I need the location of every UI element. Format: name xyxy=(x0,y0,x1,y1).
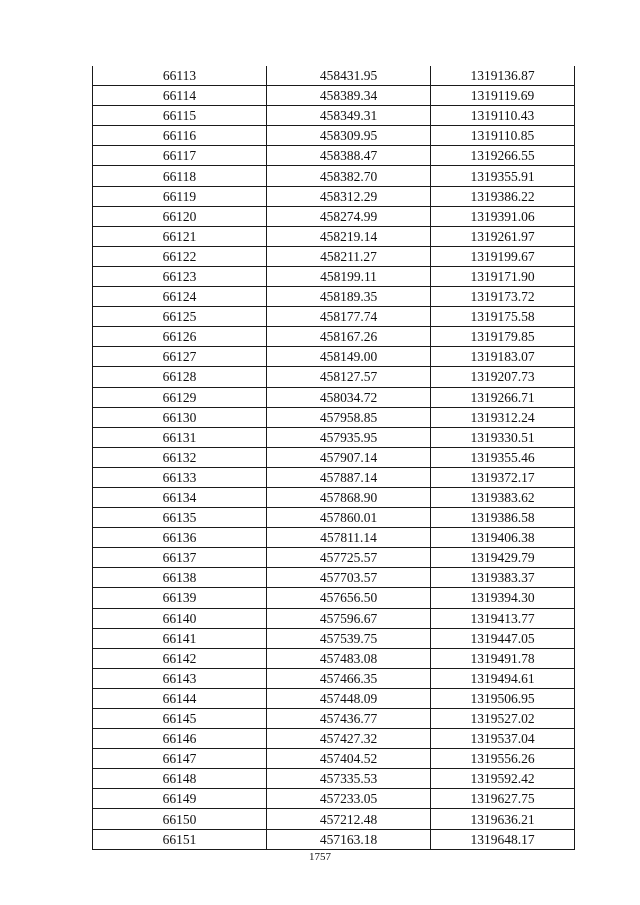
point-id-cell: 66145 xyxy=(93,709,267,729)
x-coordinate-cell: 458431.95 xyxy=(267,66,431,86)
point-id-cell: 66126 xyxy=(93,327,267,347)
x-coordinate-cell: 458199.11 xyxy=(267,266,431,286)
x-coordinate-cell: 458349.31 xyxy=(267,106,431,126)
point-id-cell: 66137 xyxy=(93,548,267,568)
y-coordinate-cell: 1319429.79 xyxy=(431,548,575,568)
x-coordinate-cell: 458382.70 xyxy=(267,166,431,186)
point-id-cell: 66138 xyxy=(93,568,267,588)
point-id-cell: 66117 xyxy=(93,146,267,166)
x-coordinate-cell: 458388.47 xyxy=(267,146,431,166)
x-coordinate-cell: 457163.18 xyxy=(267,829,431,849)
point-id-cell: 66122 xyxy=(93,246,267,266)
table-row xyxy=(93,789,575,809)
table-row xyxy=(93,688,575,708)
y-coordinate-cell: 1319636.21 xyxy=(431,809,575,829)
y-coordinate-cell: 1319199.67 xyxy=(431,246,575,266)
y-coordinate-cell: 1319386.58 xyxy=(431,508,575,528)
point-id-cell: 66140 xyxy=(93,608,267,628)
point-id-cell: 66143 xyxy=(93,668,267,688)
point-id-cell: 66151 xyxy=(93,829,267,849)
table-row xyxy=(93,648,575,668)
x-coordinate-cell: 458312.29 xyxy=(267,186,431,206)
x-coordinate-cell: 457868.90 xyxy=(267,487,431,507)
point-id-cell: 66144 xyxy=(93,688,267,708)
table-row xyxy=(93,548,575,568)
x-coordinate-cell: 457596.67 xyxy=(267,608,431,628)
point-id-cell: 66119 xyxy=(93,186,267,206)
y-coordinate-cell: 1319648.17 xyxy=(431,829,575,849)
table-row xyxy=(93,327,575,347)
table-row xyxy=(93,206,575,226)
x-coordinate-cell: 457703.57 xyxy=(267,568,431,588)
y-coordinate-cell: 1319136.87 xyxy=(431,66,575,86)
y-coordinate-cell: 1319527.02 xyxy=(431,709,575,729)
point-id-cell: 66129 xyxy=(93,387,267,407)
y-coordinate-cell: 1319556.26 xyxy=(431,749,575,769)
y-coordinate-cell: 1319394.30 xyxy=(431,588,575,608)
point-id-cell: 66113 xyxy=(93,66,267,86)
point-id-cell: 66121 xyxy=(93,226,267,246)
x-coordinate-cell: 458309.95 xyxy=(267,126,431,146)
point-id-cell: 66118 xyxy=(93,166,267,186)
table-row xyxy=(93,447,575,467)
y-coordinate-cell: 1319413.77 xyxy=(431,608,575,628)
x-coordinate-cell: 457539.75 xyxy=(267,628,431,648)
x-coordinate-cell: 458034.72 xyxy=(267,387,431,407)
point-id-cell: 66142 xyxy=(93,648,267,668)
y-coordinate-cell: 1319537.04 xyxy=(431,729,575,749)
y-coordinate-cell: 1319330.51 xyxy=(431,427,575,447)
point-id-cell: 66124 xyxy=(93,287,267,307)
table-row xyxy=(93,608,575,628)
x-coordinate-cell: 457233.05 xyxy=(267,789,431,809)
x-coordinate-cell: 457958.85 xyxy=(267,407,431,427)
y-coordinate-cell: 1319627.75 xyxy=(431,789,575,809)
table-row xyxy=(93,588,575,608)
point-id-cell: 66135 xyxy=(93,508,267,528)
y-coordinate-cell: 1319386.22 xyxy=(431,186,575,206)
table-row xyxy=(93,66,575,86)
y-coordinate-cell: 1319406.38 xyxy=(431,528,575,548)
y-coordinate-cell: 1319110.43 xyxy=(431,106,575,126)
y-coordinate-cell: 1319592.42 xyxy=(431,769,575,789)
y-coordinate-cell: 1319266.71 xyxy=(431,387,575,407)
table-row xyxy=(93,266,575,286)
table-row xyxy=(93,729,575,749)
y-coordinate-cell: 1319383.37 xyxy=(431,568,575,588)
coordinate-table xyxy=(92,66,575,850)
point-id-cell: 66125 xyxy=(93,307,267,327)
table-row xyxy=(93,749,575,769)
point-id-cell: 66133 xyxy=(93,467,267,487)
table-row xyxy=(93,487,575,507)
table-row xyxy=(93,166,575,186)
table-row xyxy=(93,467,575,487)
y-coordinate-cell: 1319355.91 xyxy=(431,166,575,186)
x-coordinate-cell: 458167.26 xyxy=(267,327,431,347)
x-coordinate-cell: 457725.57 xyxy=(267,548,431,568)
x-coordinate-cell: 458149.00 xyxy=(267,347,431,367)
table-row xyxy=(93,407,575,427)
point-id-cell: 66150 xyxy=(93,809,267,829)
table-row xyxy=(93,709,575,729)
x-coordinate-cell: 457811.14 xyxy=(267,528,431,548)
x-coordinate-cell: 457427.32 xyxy=(267,729,431,749)
y-coordinate-cell: 1319261.97 xyxy=(431,226,575,246)
table-row xyxy=(93,307,575,327)
table-row xyxy=(93,246,575,266)
x-coordinate-cell: 457656.50 xyxy=(267,588,431,608)
x-coordinate-cell: 457212.48 xyxy=(267,809,431,829)
point-id-cell: 66123 xyxy=(93,266,267,286)
x-coordinate-cell: 458189.35 xyxy=(267,287,431,307)
x-coordinate-cell: 458127.57 xyxy=(267,367,431,387)
point-id-cell: 66148 xyxy=(93,769,267,789)
table-row xyxy=(93,106,575,126)
table-row xyxy=(93,387,575,407)
table-row xyxy=(93,287,575,307)
x-coordinate-cell: 458274.99 xyxy=(267,206,431,226)
y-coordinate-cell: 1319506.95 xyxy=(431,688,575,708)
table-row xyxy=(93,427,575,447)
table-row xyxy=(93,146,575,166)
table-row xyxy=(93,347,575,367)
y-coordinate-cell: 1319171.90 xyxy=(431,266,575,286)
coordinate-table-body xyxy=(93,66,575,849)
y-coordinate-cell: 1319494.61 xyxy=(431,668,575,688)
table-row xyxy=(93,86,575,106)
table-row xyxy=(93,668,575,688)
table-row xyxy=(93,628,575,648)
table-row xyxy=(93,126,575,146)
table-row xyxy=(93,769,575,789)
x-coordinate-cell: 458389.34 xyxy=(267,86,431,106)
x-coordinate-cell: 458219.14 xyxy=(267,226,431,246)
page-number: 1757 xyxy=(309,851,331,863)
table-row xyxy=(93,226,575,246)
x-coordinate-cell: 457483.08 xyxy=(267,648,431,668)
y-coordinate-cell: 1319266.55 xyxy=(431,146,575,166)
point-id-cell: 66146 xyxy=(93,729,267,749)
point-id-cell: 66120 xyxy=(93,206,267,226)
y-coordinate-cell: 1319183.07 xyxy=(431,347,575,367)
x-coordinate-cell: 457860.01 xyxy=(267,508,431,528)
x-coordinate-cell: 457448.09 xyxy=(267,688,431,708)
point-id-cell: 66127 xyxy=(93,347,267,367)
point-id-cell: 66131 xyxy=(93,427,267,447)
y-coordinate-cell: 1319119.69 xyxy=(431,86,575,106)
point-id-cell: 66136 xyxy=(93,528,267,548)
x-coordinate-cell: 457466.35 xyxy=(267,668,431,688)
point-id-cell: 66128 xyxy=(93,367,267,387)
y-coordinate-cell: 1319179.85 xyxy=(431,327,575,347)
x-coordinate-cell: 458211.27 xyxy=(267,246,431,266)
x-coordinate-cell: 457335.53 xyxy=(267,769,431,789)
table-row xyxy=(93,367,575,387)
table-row xyxy=(93,528,575,548)
x-coordinate-cell: 457887.14 xyxy=(267,467,431,487)
point-id-cell: 66132 xyxy=(93,447,267,467)
y-coordinate-cell: 1319372.17 xyxy=(431,467,575,487)
point-id-cell: 66141 xyxy=(93,628,267,648)
point-id-cell: 66147 xyxy=(93,749,267,769)
x-coordinate-cell: 457436.77 xyxy=(267,709,431,729)
point-id-cell: 66130 xyxy=(93,407,267,427)
y-coordinate-cell: 1319110.85 xyxy=(431,126,575,146)
y-coordinate-cell: 1319173.72 xyxy=(431,287,575,307)
table-row xyxy=(93,829,575,849)
y-coordinate-cell: 1319447.05 xyxy=(431,628,575,648)
y-coordinate-cell: 1319383.62 xyxy=(431,487,575,507)
point-id-cell: 66115 xyxy=(93,106,267,126)
table-row xyxy=(93,809,575,829)
y-coordinate-cell: 1319312.24 xyxy=(431,407,575,427)
y-coordinate-cell: 1319355.46 xyxy=(431,447,575,467)
x-coordinate-cell: 457404.52 xyxy=(267,749,431,769)
point-id-cell: 66114 xyxy=(93,86,267,106)
point-id-cell: 66149 xyxy=(93,789,267,809)
table-row xyxy=(93,186,575,206)
point-id-cell: 66134 xyxy=(93,487,267,507)
x-coordinate-cell: 457935.95 xyxy=(267,427,431,447)
table-row xyxy=(93,568,575,588)
y-coordinate-cell: 1319207.73 xyxy=(431,367,575,387)
x-coordinate-cell: 458177.74 xyxy=(267,307,431,327)
y-coordinate-cell: 1319175.58 xyxy=(431,307,575,327)
point-id-cell: 66139 xyxy=(93,588,267,608)
x-coordinate-cell: 457907.14 xyxy=(267,447,431,467)
y-coordinate-cell: 1319391.06 xyxy=(431,206,575,226)
table-row xyxy=(93,508,575,528)
point-id-cell: 66116 xyxy=(93,126,267,146)
y-coordinate-cell: 1319491.78 xyxy=(431,648,575,668)
